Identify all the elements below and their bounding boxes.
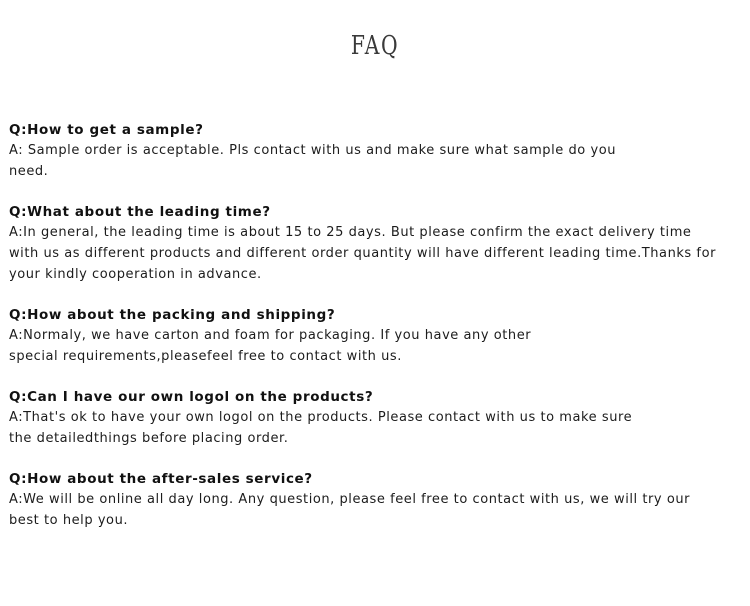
faq-question: Q:How to get a sample?: [9, 122, 204, 138]
faq-item-leading-time: [9, 202, 724, 285]
faq-question: Q:Can I have our own logol on the products?: [9, 389, 374, 405]
faq-question: Q:How about the packing and shipping?: [9, 307, 336, 323]
faq-question: Q:What about the leading time?: [9, 204, 271, 220]
faq-answer: A:Normaly, we have carton and foam for packaging. If you have any other special requirements,pleasefeel free to contact with us.: [9, 328, 532, 364]
faq-item-own-logo: [9, 387, 724, 449]
faq-question: Q:How about the after-sales service?: [9, 471, 313, 487]
faq-answer: A:That's ok to have your own logol on the products. Please contact with us to make sure the detailedthings before placing order.: [9, 410, 633, 446]
faq-item-after-sales: [9, 469, 724, 531]
page-title: FAQ: [350, 31, 400, 61]
faq-item-sample: [9, 120, 724, 182]
faq-item-packing-shipping: [9, 305, 724, 367]
faq-answer: A:In general, the leading time is about 15 to 25 days. But please confirm the exact delivery time with us as different products and different order quantity will have different leading time.Thanks for your kindly cooperation in advance.: [9, 225, 716, 282]
faq-list: [9, 120, 724, 551]
faq-answer: A:We will be online all day long. Any question, please feel free to contact with us, we will try our best to help you.: [9, 492, 691, 528]
faq-answer: A: Sample order is acceptable. Pls contact with us and make sure what sample do you need.: [9, 143, 617, 179]
